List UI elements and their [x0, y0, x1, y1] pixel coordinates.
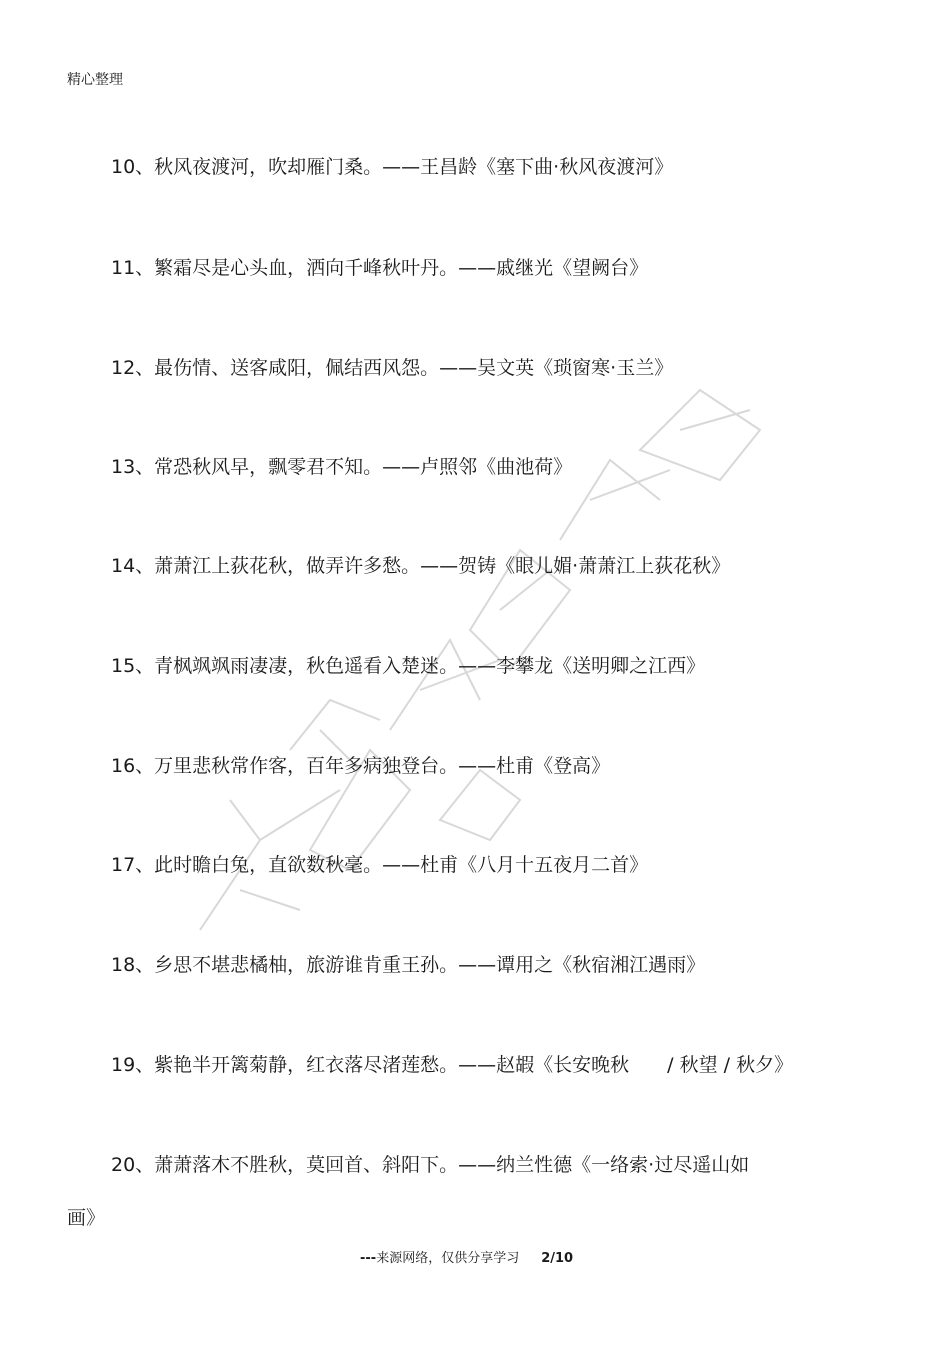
- poem-line-12: 12、最伤情、送客咸阳，佩结西风怨。——吴文英《琐窗寒·玉兰》: [111, 357, 674, 379]
- poem-line-11: 11、繁霜尽是心头血，洒向千峰秋叶丹。——戚继光《望阙台》: [111, 257, 649, 279]
- poem-line-18: 18、乡思不堪悲橘柚，旅游谁肯重王孙。——谭用之《秋宿湘江遇雨》: [111, 954, 706, 976]
- poem-line-20: 20、萧萧落木不胜秋，莫回首、斜阳下。——纳兰性德《一络索·过尽遥山如: [111, 1154, 750, 1176]
- poem-line-20-continued: 画》: [67, 1207, 106, 1229]
- poem-line-17: 17、此时瞻白兔，直欲数秋毫。——杜甫《八月十五夜月二首》: [111, 854, 649, 876]
- poem-line-14: 14、萧萧江上荻花秋，做弄许多愁。——贺铸《眼儿媚·萧萧江上荻花秋》: [111, 555, 731, 577]
- poem-line-13: 13、常恐秋风早，飘零君不知。——卢照邻《曲池荷》: [111, 456, 573, 478]
- poem-line-15: 15、青枫飒飒雨凄凄，秋色遥看入楚迷。——李攀龙《送明卿之江西》: [111, 655, 706, 677]
- page-footer: [360, 1249, 573, 1269]
- footer-source: 来源网络，仅供分享学习: [376, 1251, 520, 1266]
- page-header: 精心整理: [67, 72, 123, 88]
- poem-line-10: 10、秋风夜渡河，吹却雁门桑。——王昌龄《塞下曲·秋风夜渡河》: [111, 156, 674, 178]
- page-number: 2/10: [541, 1251, 574, 1266]
- footer-dash: ---: [360, 1251, 377, 1266]
- poem-line-19: 19、紫艳半开篱菊静，红衣落尽渚莲愁。——赵嘏《长安晚秋 / 秋望 / 秋夕》: [111, 1054, 794, 1076]
- poem-line-16: 16、万里悲秋常作客，百年多病独登台。——杜甫《登高》: [111, 755, 611, 777]
